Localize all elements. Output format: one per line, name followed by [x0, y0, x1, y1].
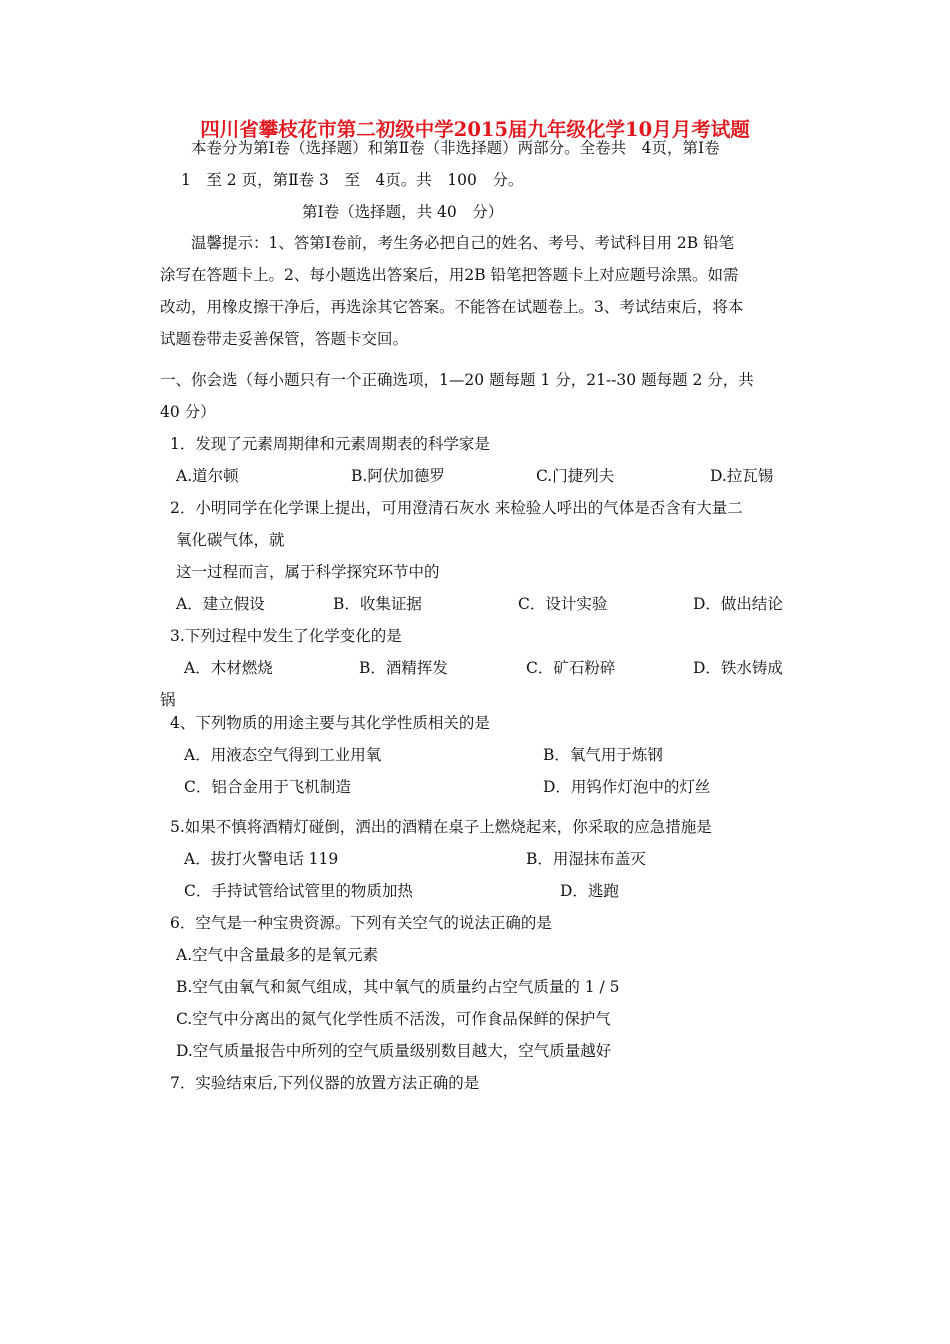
question-5-option-d: D．逃跑	[560, 882, 619, 900]
question-2-stem-3: 这一过程而言，属于科学探究环节中的	[176, 563, 440, 581]
question-3-option-d: D．铁水铸成	[693, 659, 783, 677]
question-2-stem-2: 氧化碳气体，就	[176, 531, 285, 549]
question-2-option-b: B．收集证据	[333, 595, 422, 613]
question-4-option-d: D．用钨作灯泡中的灯丝	[543, 778, 711, 796]
question-2-option-c: C．设计实验	[518, 595, 608, 613]
question-2-option-a: A．建立假设	[176, 595, 265, 613]
question-3-option-a: A．木材燃烧	[184, 659, 273, 677]
tips-line-2: 涂写在答题卡上。2、每小题选出答案后，用2B 铅笔把答题卡上对应题号涂黑。如需	[160, 266, 739, 284]
question-3-option-d-tail: 锅	[160, 691, 176, 709]
question-6-option-d: D.空气质量报告中所列的空气质量级别数目越大，空气质量越好	[176, 1042, 612, 1060]
tips-line-3: 改动，用橡皮擦干净后，再选涂其它答案。不能答在试题卷上。3、考试结束后，将本	[160, 298, 744, 316]
question-2-option-d: D．做出结论	[693, 595, 783, 613]
question-1-option-a: A.道尔顿	[176, 467, 239, 485]
tips-line-4: 试题卷带走妥善保管，答题卡交回。	[160, 330, 409, 348]
question-2-stem-1: 2．小明同学在化学课上提出，可用澄清石灰水 来检验人呼出的气体是否含有大量二	[170, 499, 743, 517]
tips-line-1: 温馨提示：1、答第Ⅰ卷前，考生务必把自己的姓名、考号、考试科目用 2B 铅笔	[191, 234, 735, 252]
section1-line-2: 40 分）	[160, 403, 216, 421]
question-5-option-b: B．用湿抹布盖灭	[526, 850, 646, 868]
question-1-stem: 1．发现了元素周期律和元素周期表的科学家是	[170, 435, 490, 453]
intro-line-2: 1 至 2 页，第Ⅱ卷 3 至 4页。共 100 分。	[181, 171, 524, 189]
question-5-option-c: C．手持试管给试管里的物质加热	[184, 882, 413, 900]
question-6-stem: 6．空气是一种宝贵资源。下列有关空气的说法正确的是	[170, 914, 552, 932]
question-3-option-c: C．矿石粉碎	[526, 659, 616, 677]
question-3-stem: 3.下列过程中发生了化学变化的是	[170, 627, 402, 645]
question-4-option-b: B．氧气用于炼钢	[543, 746, 663, 764]
question-6-option-c: C.空气中分离出的氮气化学性质不活泼，可作食品保鲜的保护气	[176, 1010, 611, 1028]
question-6-option-a: A.空气中含量最多的是氧元素	[176, 946, 379, 964]
question-3-option-b: B．酒精挥发	[359, 659, 448, 677]
exam-title: 四川省攀枝花市第二初级中学2015届九年级化学10月月考试题	[200, 118, 750, 141]
section1-line-1: 一、你会选（每小题只有一个正确选项，1—20 题每题 1 分，21--30 题每题 2 分，共	[160, 371, 754, 389]
question-4-option-a: A．用液态空气得到工业用氧	[184, 746, 382, 764]
intro-line-1: 本卷分为第Ⅰ卷（选择题）和第Ⅱ卷（非选择题）两部分。全卷共 4页，第Ⅰ卷	[191, 139, 720, 157]
question-4-stem: 4、下列物质的用途主要与其化学性质相关的是	[170, 714, 490, 732]
question-5-option-a: A．拔打火警电话 119	[184, 850, 339, 868]
question-1-option-d: D.拉瓦锡	[710, 467, 774, 485]
part1-heading: 第Ⅰ卷（选择题，共 40 分）	[302, 203, 504, 221]
question-1-option-c: C.门捷列夫	[536, 467, 615, 485]
question-5-stem: 5.如果不慎将酒精灯碰倒，洒出的酒精在桌子上燃烧起来，你采取的应急措施是	[170, 818, 712, 836]
question-6-option-b: B.空气由氧气和氮气组成，其中氧气的质量约占空气质量的 1 / 5	[176, 978, 620, 996]
question-7-stem: 7．实验结束后,下列仪器的放置方法正确的是	[170, 1074, 480, 1092]
question-4-option-c: C．铝合金用于飞机制造	[184, 778, 351, 796]
question-1-option-b: B.阿伏加德罗	[351, 467, 445, 485]
